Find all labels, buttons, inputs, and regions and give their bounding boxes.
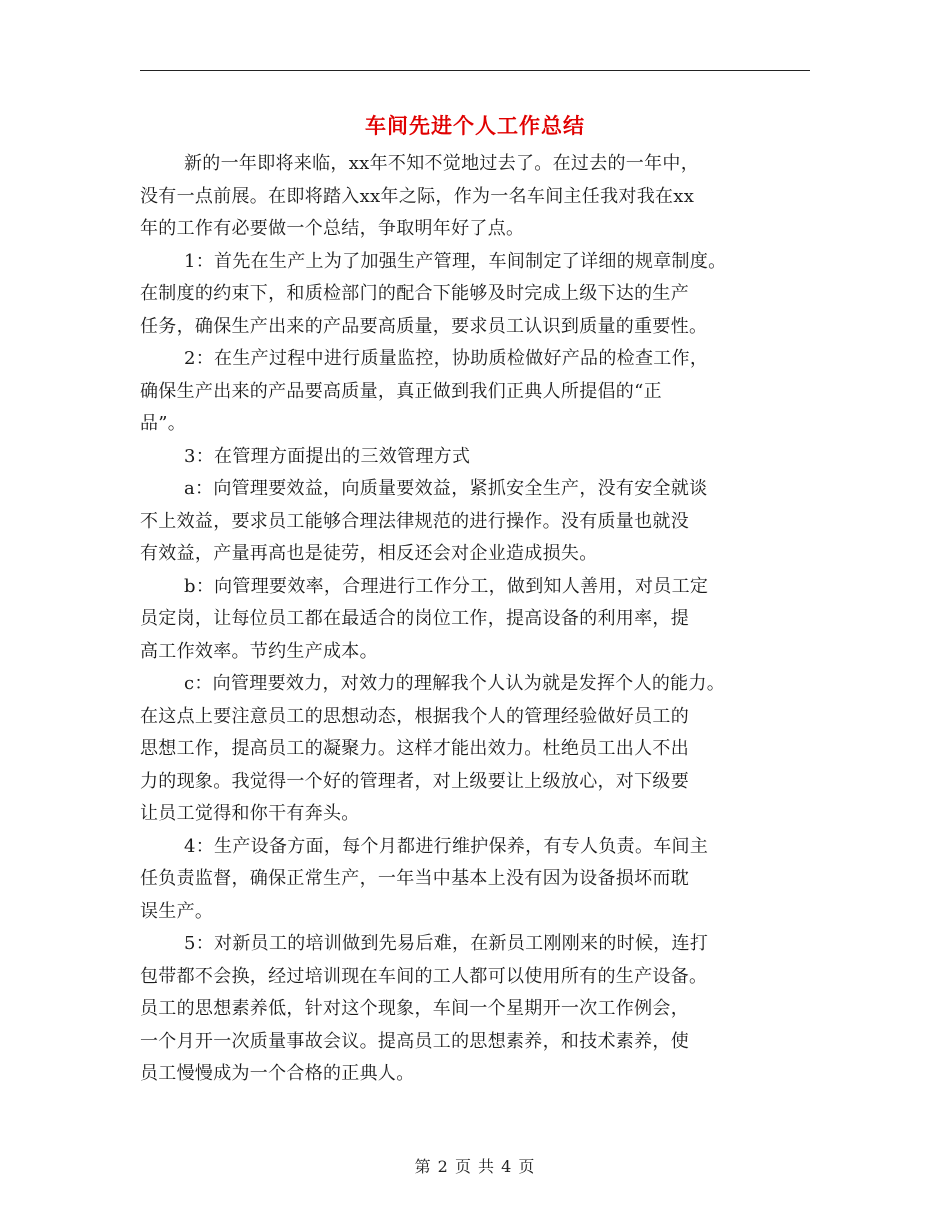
body-line: 不上效益，要求员工能够合理法律规范的进行操作。没有质量也就没 bbox=[140, 510, 689, 532]
body-line: 包带都不会换，经过培训现在车间的工人都可以使用所有的生产设备。 bbox=[140, 965, 708, 987]
header-rule bbox=[140, 70, 810, 71]
body-line: 2：在生产过程中进行质量监控，协助质检做好产品的检查工作， bbox=[184, 348, 709, 369]
body-line: 员工的思想素养低，针对这个现象，车间一个星期开一次工作例会， bbox=[140, 998, 689, 1019]
body-line: b：向管理要效率，合理进行工作分工，做到知人善用，对员工定 bbox=[184, 575, 709, 597]
body-line: 确保生产出来的产品要高质量，真正做到我们正典人所提倡的“正 bbox=[140, 380, 662, 402]
body-line: 在制度的约束下，和质检部门的配合下能够及时完成上级下达的生产 bbox=[140, 283, 689, 304]
page-number-footer: 第 2 页 共 4 页 bbox=[414, 1157, 536, 1176]
body-line: 品”。 bbox=[140, 413, 187, 434]
body-line: 年的工作有必要做一个总结，争取明年好了点。 bbox=[140, 218, 525, 239]
document-title: 车间先进个人工作总结 bbox=[365, 113, 585, 138]
body-line: 任务，确保生产出来的产品要高质量，要求员工认识到质量的重要性。 bbox=[140, 315, 708, 337]
body-line: 任负责监督，确保正常生产，一年当中基本上没有因为设备损坏而耽 bbox=[140, 868, 689, 889]
document-body bbox=[140, 148, 816, 1091]
body-line: 一个月开一次质量事故会议。提高员工的思想素养，和技术素养，使 bbox=[140, 1030, 689, 1052]
body-line: 员工慢慢成为一个合格的正典人。 bbox=[140, 1063, 415, 1084]
body-line: 没有一点前展。在即将踏入xx年之际，作为一名车间主任我对我在xx bbox=[140, 185, 695, 207]
body-line: 力的现象。我觉得一个好的管理者，对上级要让上级放心，对下级要 bbox=[140, 770, 689, 792]
body-line: 在这点上要注意员工的思想动态，根据我个人的管理经验做好员工的 bbox=[140, 705, 689, 727]
body-line: 5：对新员工的培训做到先易后难，在新员工刚刚来的时候，连打 bbox=[184, 933, 709, 954]
body-line: 有效益，产量再高也是徒劳，相反还会对企业造成损失。 bbox=[140, 543, 598, 564]
body-line: 高工作效率。节约生产成本。 bbox=[140, 640, 378, 662]
body-line: c：向管理要效力，对效力的理解我个人认为就是发挥个人的能力。 bbox=[184, 673, 726, 694]
body-line: 思想工作，提高员工的凝聚力。这样才能出效力。杜绝员工出人不出 bbox=[140, 738, 689, 759]
body-line: 1：首先在生产上为了加强生产管理，车间制定了详细的规章制度。 bbox=[184, 250, 727, 272]
body-line: 误生产。 bbox=[140, 900, 214, 922]
body-line: a：向管理要效益，向质量要效益，紧抓安全生产，没有安全就谈 bbox=[184, 478, 708, 499]
body-line: 让员工觉得和你干有奔头。 bbox=[140, 803, 360, 824]
body-line: 员定岗，让每位员工都在最适合的岗位工作，提高设备的利用率，提 bbox=[140, 608, 689, 629]
body-line: 新的一年即将来临，xx年不知不觉地过去了。在过去的一年中， bbox=[184, 153, 699, 174]
body-line: 3：在管理方面提出的三效管理方式 bbox=[184, 445, 471, 467]
body-line: 4：生产设备方面，每个月都进行维护保养，有专人负责。车间主 bbox=[184, 835, 709, 857]
